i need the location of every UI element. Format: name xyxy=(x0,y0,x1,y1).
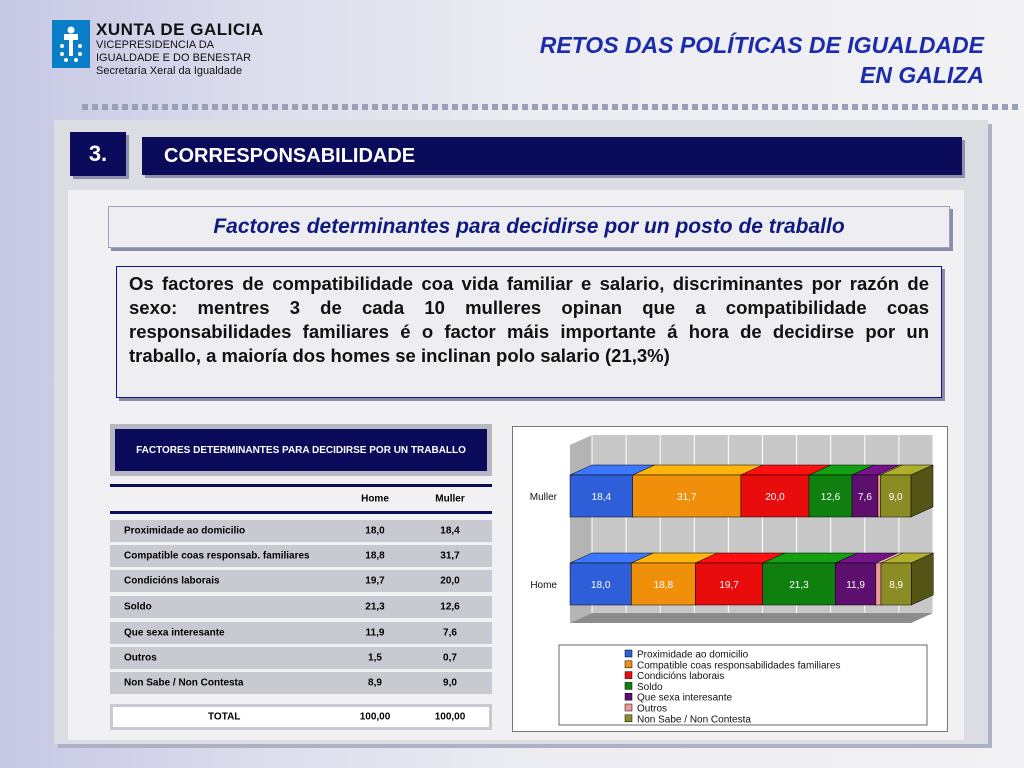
chart-data-label: 9,0 xyxy=(888,492,903,503)
chart-data-label: 18,4 xyxy=(591,492,612,503)
row-label: Non Sabe / Non Contesta xyxy=(124,677,244,689)
org-line-3: Secretaría Xeral da Igualdade xyxy=(96,65,243,77)
row-home: 19,7 xyxy=(365,575,385,587)
table-row xyxy=(110,520,492,542)
table-total-row xyxy=(110,704,492,730)
chart-data-label: 19,7 xyxy=(719,580,739,591)
table-row xyxy=(110,647,492,669)
org-line-2: IGUALDADE E DO BENESTAR xyxy=(96,52,252,64)
page-title-line-2: EN GALIZA xyxy=(860,62,984,88)
table-header xyxy=(110,484,492,514)
row-label: Compatible coas responsab. familiares xyxy=(124,550,310,562)
col-home-header: Home xyxy=(361,493,389,505)
legend-swatch xyxy=(625,704,632,711)
row-muller: 0,7 xyxy=(443,652,457,664)
legend-label: Outros xyxy=(637,703,668,715)
row-label: Outros xyxy=(124,652,157,664)
description-text: Os factores de compatibilidade coa vida familiar e salario, discriminantes por razón de sexo: mentres 3 de cada 10 mulleres opinan que a compatibilidade coas responsabilidades familiares é o factor máis importante á hora de decidirse por un traballo, a maioría dos homes se inclinan polo salario (21,3%) xyxy=(116,266,942,398)
org-name: XUNTA DE GALICIA xyxy=(96,20,264,39)
chart-bar xyxy=(876,563,881,605)
dashed-divider xyxy=(82,104,1018,110)
legend-label: Non Sabe / Non Contesta xyxy=(637,714,751,726)
galicia-shield-icon xyxy=(52,20,90,68)
legend-swatch xyxy=(625,682,632,689)
legend-swatch xyxy=(625,715,632,722)
total-muller: 100,00 xyxy=(434,711,466,723)
org-line-1: VICEPRESIDENCIA DA xyxy=(96,39,214,51)
section-number: 3. xyxy=(70,132,126,176)
chart-category-label: Muller xyxy=(529,492,557,503)
chart-data-label: 12,6 xyxy=(820,492,841,503)
chart-data-label: 7,6 xyxy=(858,492,872,503)
xunta-logo xyxy=(52,20,264,78)
row-label: Que sexa interesante xyxy=(124,627,225,639)
row-muller: 31,7 xyxy=(440,550,460,562)
row-label: Condicións laborais xyxy=(124,575,220,587)
table-title: FACTORES DETERMINANTES PARA DECIDIRSE POR UN TRABALLO xyxy=(115,429,487,471)
legend-label: Condicións laborais xyxy=(637,671,725,683)
row-muller: 18,4 xyxy=(440,525,460,537)
chart-data-label: 31,7 xyxy=(677,492,697,503)
row-muller: 20,0 xyxy=(440,575,460,587)
chart-data-label: 20,0 xyxy=(765,492,785,503)
legend-swatch xyxy=(625,650,632,657)
chart-category-label: Home xyxy=(530,580,557,591)
slide-subtitle: Factores determinantes para decidirse por un posto de traballo xyxy=(108,206,950,248)
row-home: 8,9 xyxy=(368,677,382,689)
table-row xyxy=(110,672,492,694)
row-muller: 7,6 xyxy=(443,627,457,639)
legend-swatch xyxy=(625,661,632,668)
page-title-line-1: RETOS DAS POLÍTICAS DE IGUALDADE xyxy=(539,32,984,58)
table-row xyxy=(110,545,492,567)
row-home: 11,9 xyxy=(365,627,385,639)
table-row xyxy=(110,570,492,592)
chart-svg xyxy=(513,427,947,731)
page-title xyxy=(540,30,984,90)
chart-data-label: 18,0 xyxy=(590,580,611,591)
row-home: 1,5 xyxy=(368,652,382,664)
chart-data-label: 21,3 xyxy=(789,580,809,591)
chart-data-label: 8,9 xyxy=(889,580,904,591)
legend-label: Soldo xyxy=(637,681,663,693)
section-title: CORRESPONSABILIDADE xyxy=(142,137,962,175)
chart-bar-top xyxy=(633,465,763,475)
row-muller: 9,0 xyxy=(443,677,457,689)
row-home: 21,3 xyxy=(365,601,385,613)
chart-data-label: 11,9 xyxy=(846,580,865,591)
legend-swatch xyxy=(625,672,632,679)
table-row xyxy=(110,596,492,618)
legend-label: Compatible coas responsabilidades familiares xyxy=(637,660,841,672)
row-muller: 12,6 xyxy=(440,601,460,613)
legend-label: Proximidade ao domicilio xyxy=(637,649,749,661)
stacked-bar-chart xyxy=(512,426,948,732)
total-home: 100,00 xyxy=(359,711,391,723)
chart-data-label: 18,8 xyxy=(653,580,674,591)
legend-swatch xyxy=(625,693,632,700)
row-label: Soldo xyxy=(124,601,152,613)
row-label: Proximidade ao domicilio xyxy=(124,525,246,537)
table-title-box xyxy=(110,424,492,476)
legend-label: Que sexa interesante xyxy=(637,692,733,704)
chart-bar xyxy=(878,475,880,517)
col-muller-header: Muller xyxy=(435,493,465,505)
row-home: 18,8 xyxy=(365,550,385,562)
row-home: 18,0 xyxy=(365,525,385,537)
total-label: TOTAL xyxy=(208,711,241,723)
table-row xyxy=(110,622,492,644)
chart-floor xyxy=(570,613,933,623)
